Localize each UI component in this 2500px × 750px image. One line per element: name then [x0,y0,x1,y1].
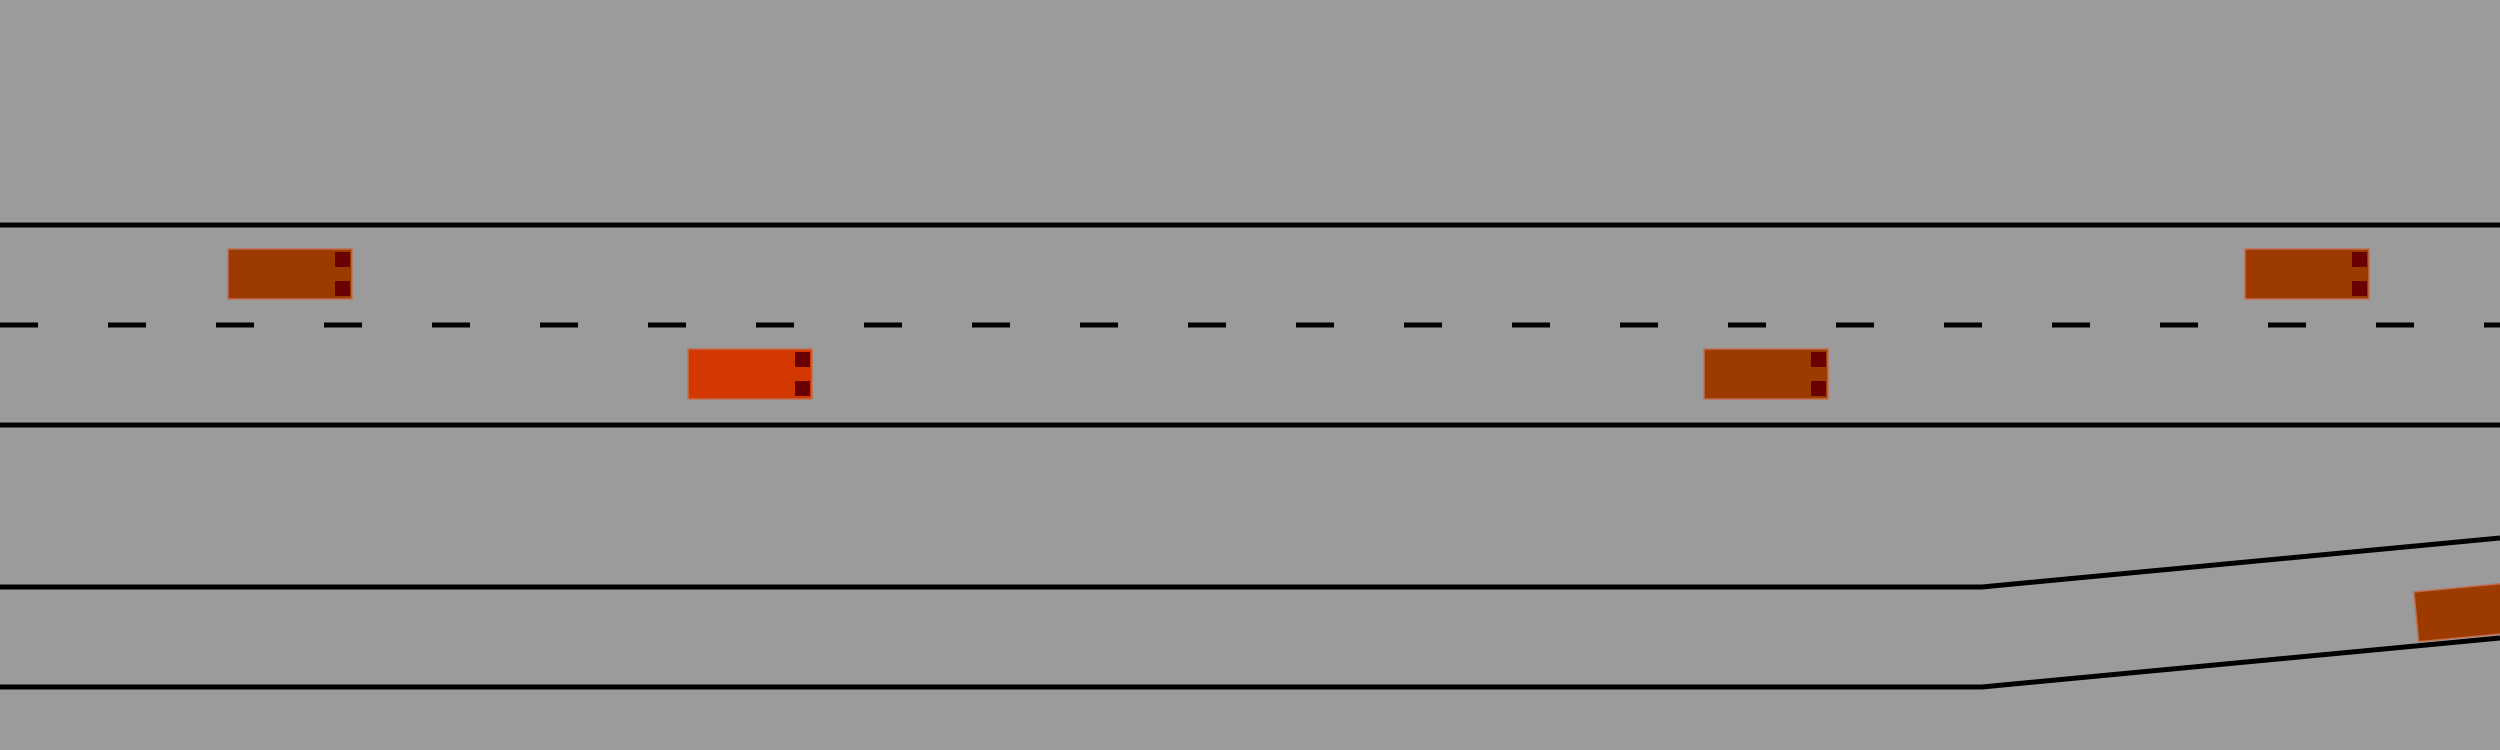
tail-light-icon [1811,381,1826,396]
vehicle-car-lower-lane [1704,349,1828,399]
tail-light-icon [335,252,350,267]
vehicle-car-upper-lane-left [228,249,352,299]
vehicle-car-upper-lane-right [2245,249,2369,299]
tail-light-icon [2352,252,2367,267]
car-body [688,349,812,399]
car-body [1704,349,1828,399]
car-body [228,249,352,299]
tail-light-icon [1811,352,1826,367]
tail-light-icon [795,381,810,396]
car-body [2245,249,2369,299]
vehicle-ego-car [688,349,812,399]
tail-light-icon [2352,281,2367,296]
tail-light-icon [795,352,810,367]
tail-light-icon [335,281,350,296]
